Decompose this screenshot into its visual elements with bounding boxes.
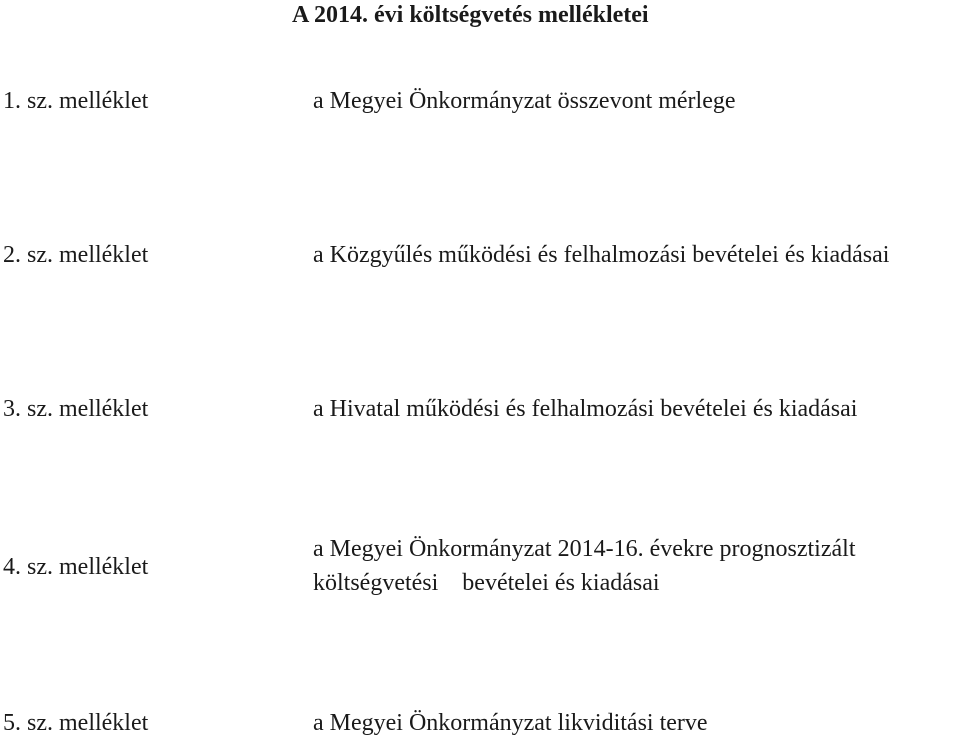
- annex-description-line-2: költségvetési bevételei és kiadásai: [313, 570, 660, 596]
- annex-description: a Közgyűlés működési és felhalmozási bevételei és kiadásai: [313, 242, 890, 268]
- annex-description: a Megyei Önkormányzat likviditási terve: [313, 710, 708, 736]
- annex-number: 3. sz. melléklet: [3, 396, 149, 422]
- annex-number: 4. sz. melléklet: [3, 554, 149, 580]
- annex-row-4: [0, 534, 960, 598]
- annex-description-line-1: a Megyei Önkormányzat 2014-16. évekre prognosztizált: [313, 536, 856, 562]
- document-title: A 2014. évi költségvetés mellékletei: [292, 2, 649, 28]
- annex-number: 2. sz. melléklet: [3, 242, 149, 268]
- annex-number: 5. sz. melléklet: [3, 710, 149, 736]
- annex-description: a Hivatal működési és felhalmozási bevételei és kiadásai: [313, 396, 858, 422]
- annex-description: a Megyei Önkormányzat összevont mérlege: [313, 88, 736, 114]
- annex-number: 1. sz. melléklet: [3, 88, 149, 114]
